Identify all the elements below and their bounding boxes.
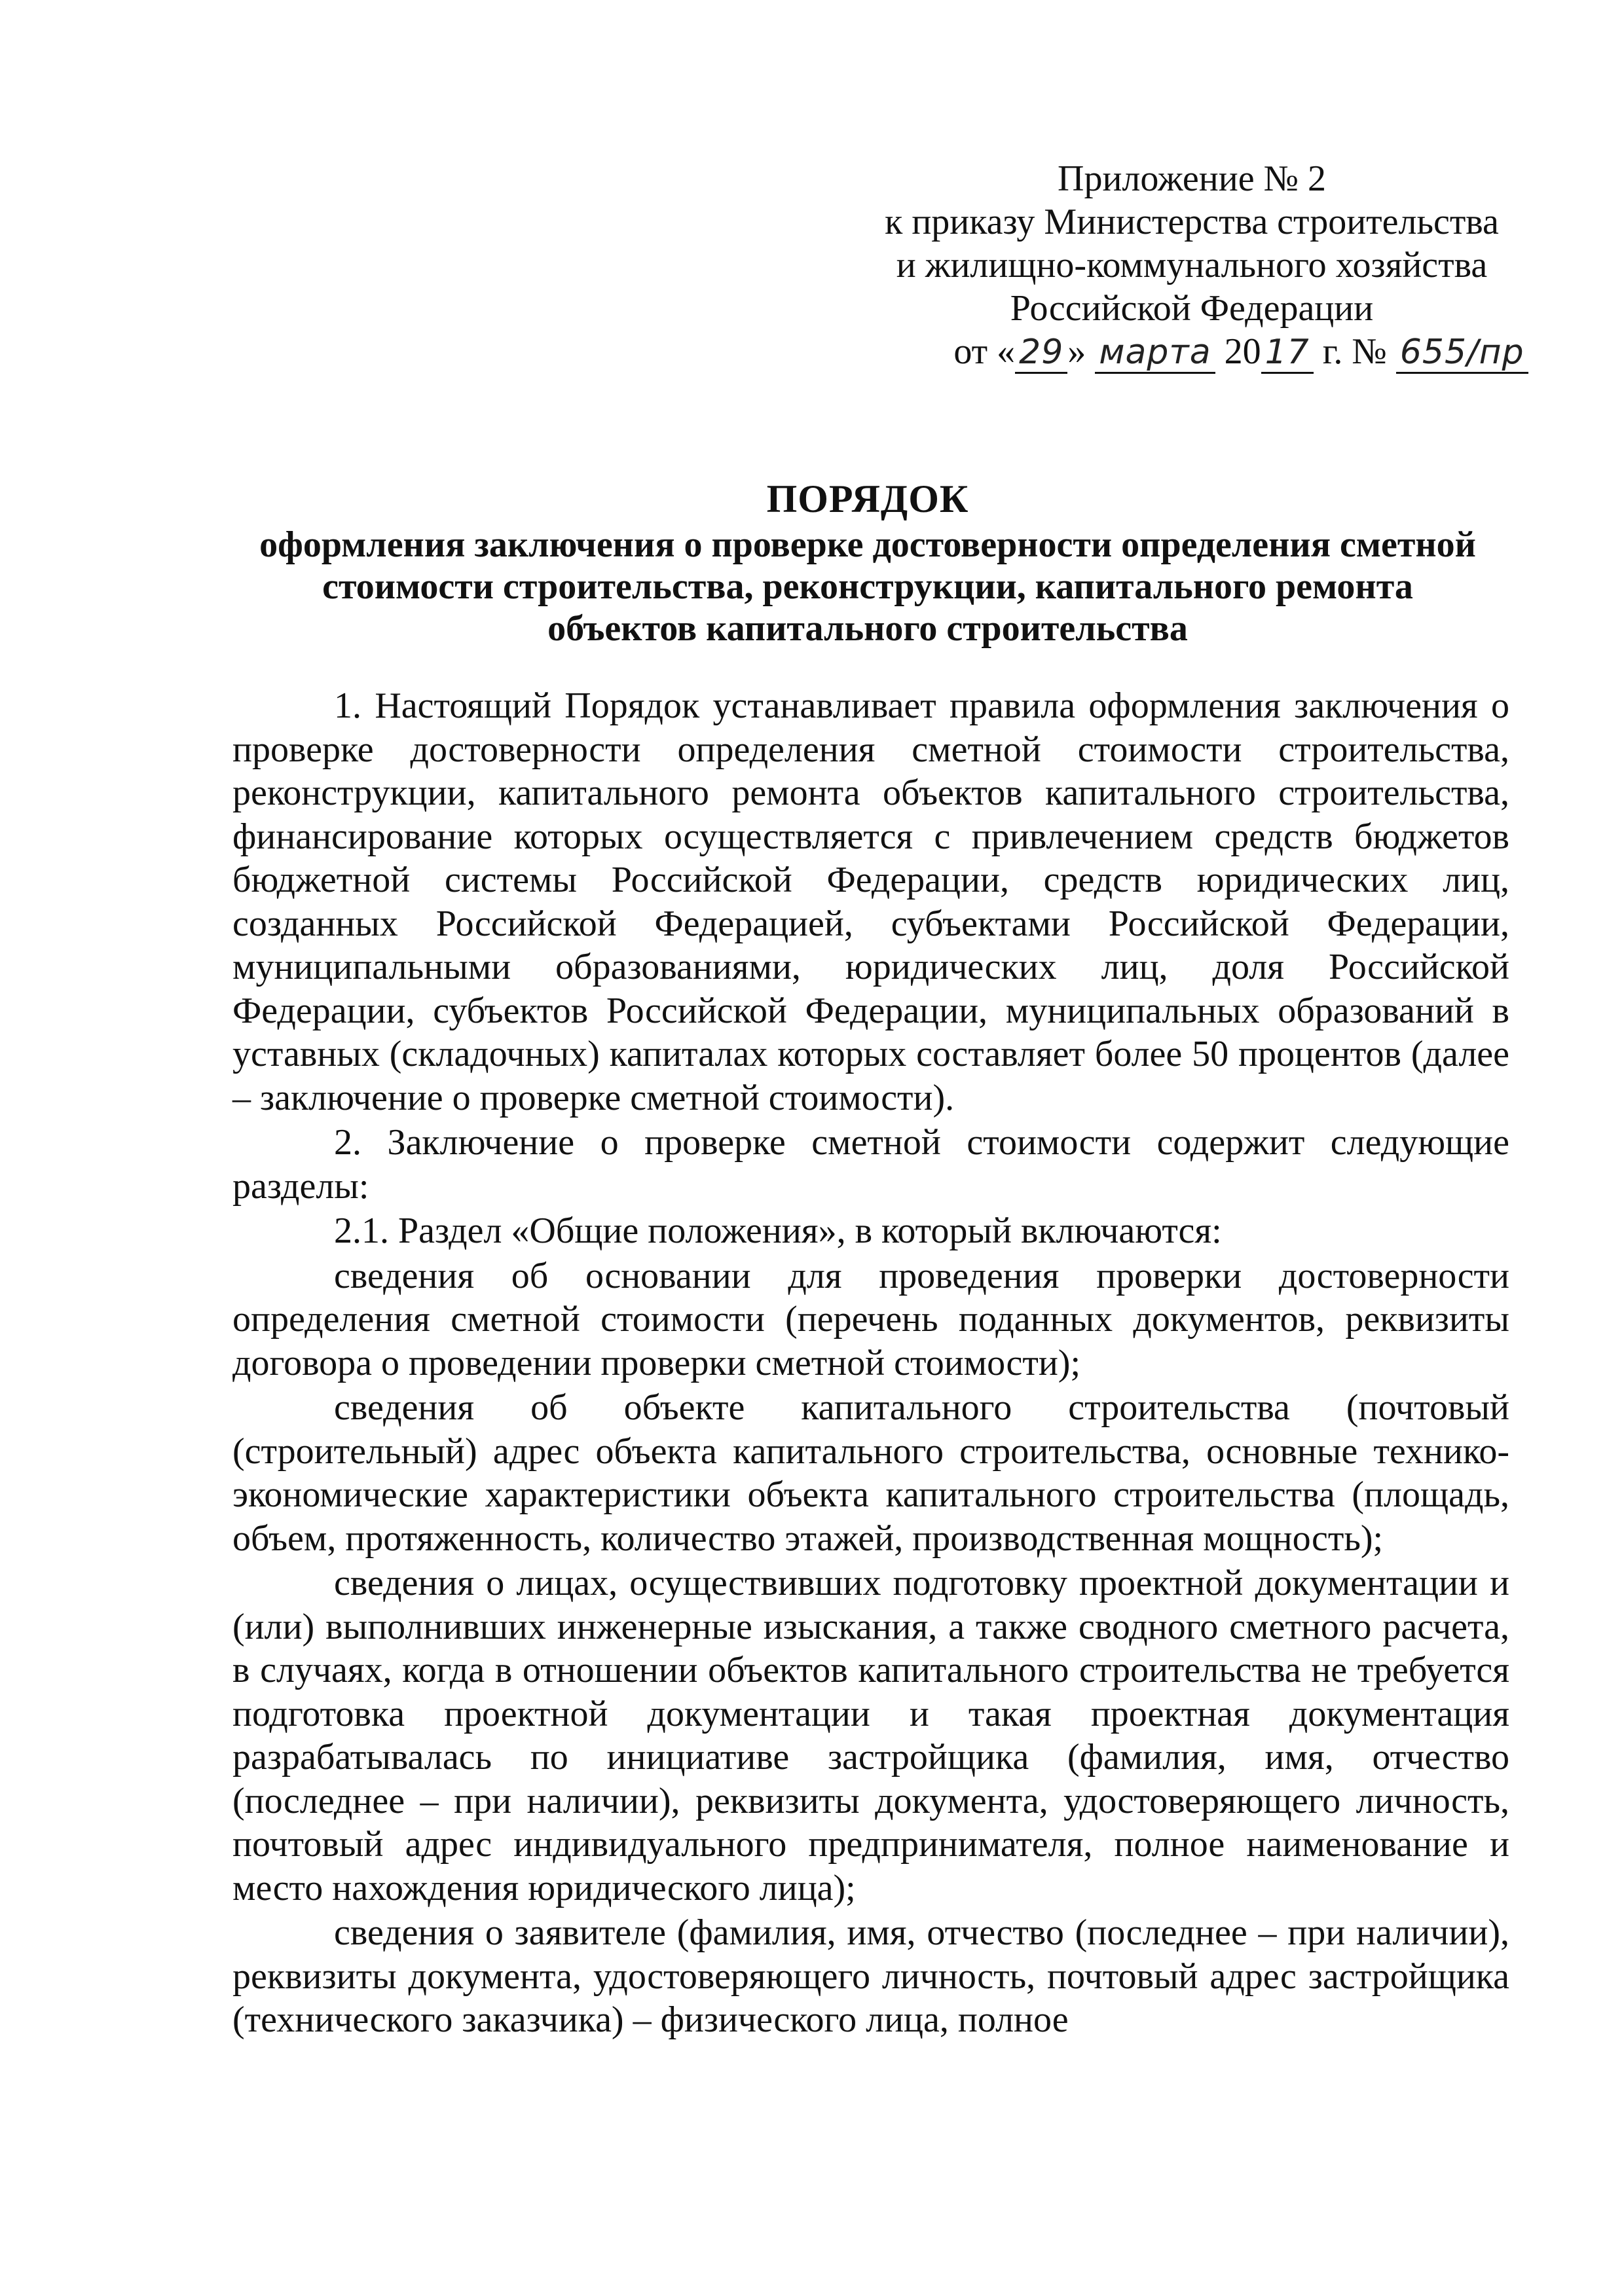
paragraph-object: сведения об объекте капитального строительства (почтовый (строительный) адрес объекта капитального строительства, основные технико-экономические характеристики объекта капитального строительства (площадь, объем, протяженность, количество этажей, производственная мощность); [232, 1387, 1509, 1559]
date-quote-close: » [1067, 331, 1086, 372]
appendix-date-line [943, 330, 1539, 374]
order-number-label: г. № [1322, 331, 1387, 372]
paragraph-grounds: сведения об основании для проведения проверки достоверности определения сметной стоимости (перечень поданных документов, реквизиты договора о проведении проверки сметной стоимости); [232, 1255, 1509, 1383]
paragraph-2: 2. Заключение о проверке сметной стоимости содержит следующие разделы: [232, 1122, 1509, 1207]
paragraph-1: 1. Настоящий Порядок устанавливает правила оформления заключения о проверке достоверности определения сметной стоимости строительства, реконструкции, капитального ремонта объектов капитального строительства, финансирование которых осуществляется с привлечением средств бюджетов бюджетной системы Российской Федерации, средств юридических лиц, созданных Российской Федерацией, субъектами Российской Федерации, муниципальными образованиями, юридических лиц, доля Российской Федерации, субъектов Российской Федерации, муниципальных образований в уставных (складочных) капиталах которых составляет более 50 процентов (далее – заключение о проверке сметной стоимости). [232, 685, 1509, 1118]
title-line-1: оформления заключения о проверке достоверности определения сметной [259, 524, 1476, 565]
date-day-handwritten: 29 [1015, 333, 1067, 374]
order-number-handwritten: 655/пр [1396, 333, 1528, 374]
date-prefix: от « [953, 331, 1016, 372]
title-line-2: стоимости строительства, реконструкции, капитального ремонта [322, 566, 1413, 607]
document-title [229, 478, 1506, 649]
title-line-3: объектов капитального строительства [547, 608, 1188, 649]
paragraph-designers: сведения о лицах, осуществивших подготовку проектной документации и (или) выполнивших инженерные изыскания, а также сводного сметного расчета, в случаях, когда в отношении объектов капитального строительства не требуется подготовка проектной документации и такая проектная документация разрабатывалась по инициативе застройщика (фамилия, имя, отчество (последнее – при наличии), реквизиты документа, удостоверяющего личность, почтовый адрес индивидуального предпринимателя, полное наименование и место нахождения юридического лица); [232, 1563, 1509, 1908]
appendix-country: Российской Федерации [1010, 288, 1374, 329]
date-month-handwritten: марта [1095, 333, 1215, 374]
paragraph-applicant: сведения о заявителе (фамилия, имя, отчество (последнее – при наличии), реквизиты документа, удостоверяющего личность, почтовый адрес застройщика (технического заказчика) – физического лица, полное [232, 1912, 1509, 2040]
date-year-prefix: 20 [1224, 331, 1261, 372]
appendix-ministry: и жилищно-коммунального хозяйства [896, 245, 1488, 285]
appendix-header [845, 157, 1539, 374]
appendix-number: Приложение № 2 [1058, 158, 1326, 199]
title-main: ПОРЯДОК [766, 477, 969, 520]
appendix-order-ref: к приказу Министерства строительства [885, 202, 1499, 242]
date-year-handwritten: 17 [1261, 333, 1314, 374]
paragraph-2-1: 2.1. Раздел «Общие положения», в который включаются: [334, 1211, 1222, 1251]
document-body [232, 684, 1509, 2042]
